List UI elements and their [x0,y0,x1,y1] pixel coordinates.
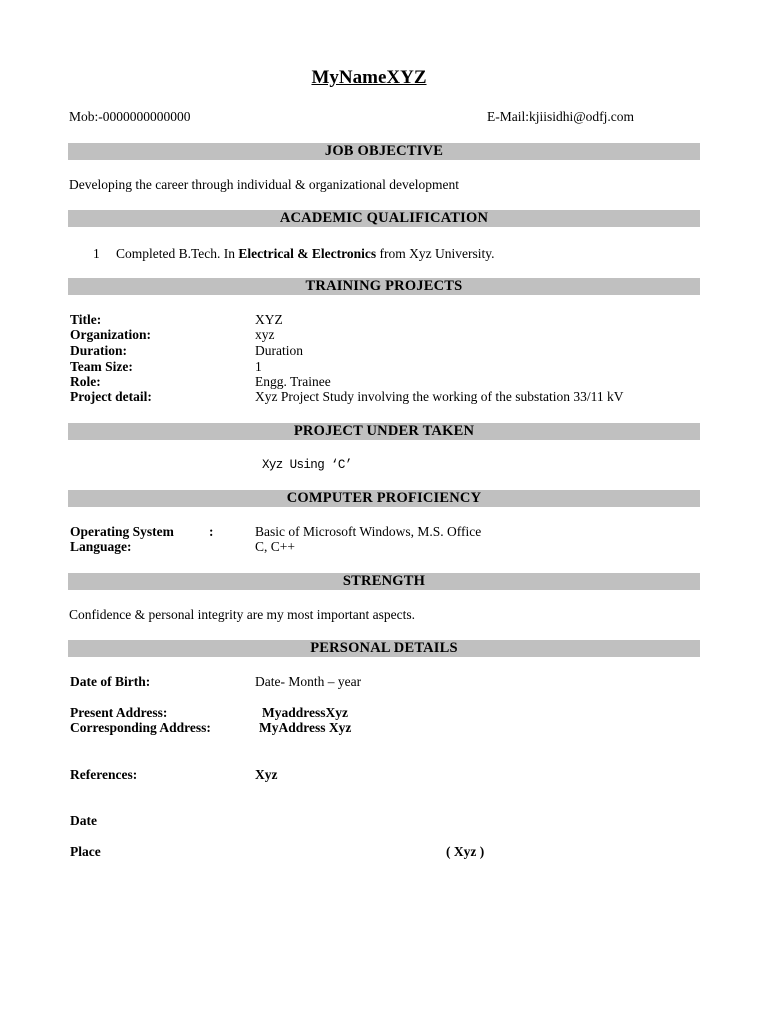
section-heading-computer-proficiency: COMPUTER PROFICIENCY [68,490,700,507]
personal-row-references [0,767,768,783]
academic-field: Electrical & Electronics [238,246,377,261]
academic-qualification-item [116,246,494,262]
computer-value: C, C++ [255,539,295,554]
training-row-team-size [0,359,768,375]
training-value: Engg. Trainee [255,374,331,389]
references-value: Xyz [255,767,278,782]
training-row-organization [0,327,768,343]
training-label: Role: [70,374,101,389]
computer-label: Language: [70,539,132,554]
place-label: Place [70,844,101,859]
training-label: Duration: [70,343,127,358]
computer-colon: : [209,524,214,539]
section-heading-academic-qualification: ACADEMIC QUALIFICATION [68,210,700,227]
email-address: E-Mail:kjiisidhi@odfj.com [487,109,635,124]
computer-row-language [0,539,768,555]
computer-label: Operating System [70,524,174,539]
mobile-number: Mob:-0000000000000 [69,109,191,124]
personal-row-place [0,844,768,860]
section-heading-personal-details: PERSONAL DETAILS [68,640,700,657]
section-heading-training-projects: TRAINING PROJECTS [68,278,700,295]
training-label: Project detail: [70,389,152,404]
training-label: Organization: [70,327,151,342]
personal-row-corresponding-address [0,720,768,736]
signature-name: ( Xyz ) [446,844,485,859]
dob-value: Date- Month – year [255,674,362,689]
project-under-taken-text: Xyz Using ‘C’ [262,458,352,472]
training-label: Team Size: [70,359,133,374]
date-label: Date [70,813,97,828]
corresponding-address-value: MyAddress Xyz [259,720,352,735]
computer-row-operating-system [0,524,768,540]
section-heading-strength: STRENGTH [68,573,700,590]
training-label: Title: [70,312,102,327]
training-value: xyz [255,327,275,342]
personal-row-date [0,813,768,829]
training-value: Duration [255,343,303,358]
corresponding-address-label: Corresponding Address: [70,720,211,735]
strength-text: Confidence & personal integrity are my most important aspects. [69,607,416,622]
computer-value: Basic of Microsoft Windows, M.S. Office [255,524,482,539]
present-address-label: Present Address: [70,705,168,720]
job-objective-text: Developing the career through individual & organizational development [69,177,460,192]
resume-name-title: MyNameXYZ [311,67,427,88]
training-value: 1 [255,359,262,374]
training-row-title [0,312,768,328]
training-row-project-detail [0,389,768,405]
training-row-role [0,374,768,390]
training-value: Xyz Project Study involving the working of the substation 33/11 kV [255,389,624,404]
dob-label: Date of Birth: [70,674,151,689]
personal-row-dob [0,674,768,690]
training-row-duration [0,343,768,359]
personal-row-present-address [0,705,768,721]
academic-suffix: from Xyz University. [376,246,495,261]
training-value: XYZ [255,312,283,327]
academic-prefix: Completed B.Tech. In [116,246,239,261]
references-label: References: [70,767,138,782]
section-heading-project-under-taken: PROJECT UNDER TAKEN [68,423,700,440]
academic-list-number: 1 [93,246,100,261]
present-address-value: MyaddressXyz [262,705,348,720]
section-heading-job-objective: JOB OBJECTIVE [68,143,700,160]
